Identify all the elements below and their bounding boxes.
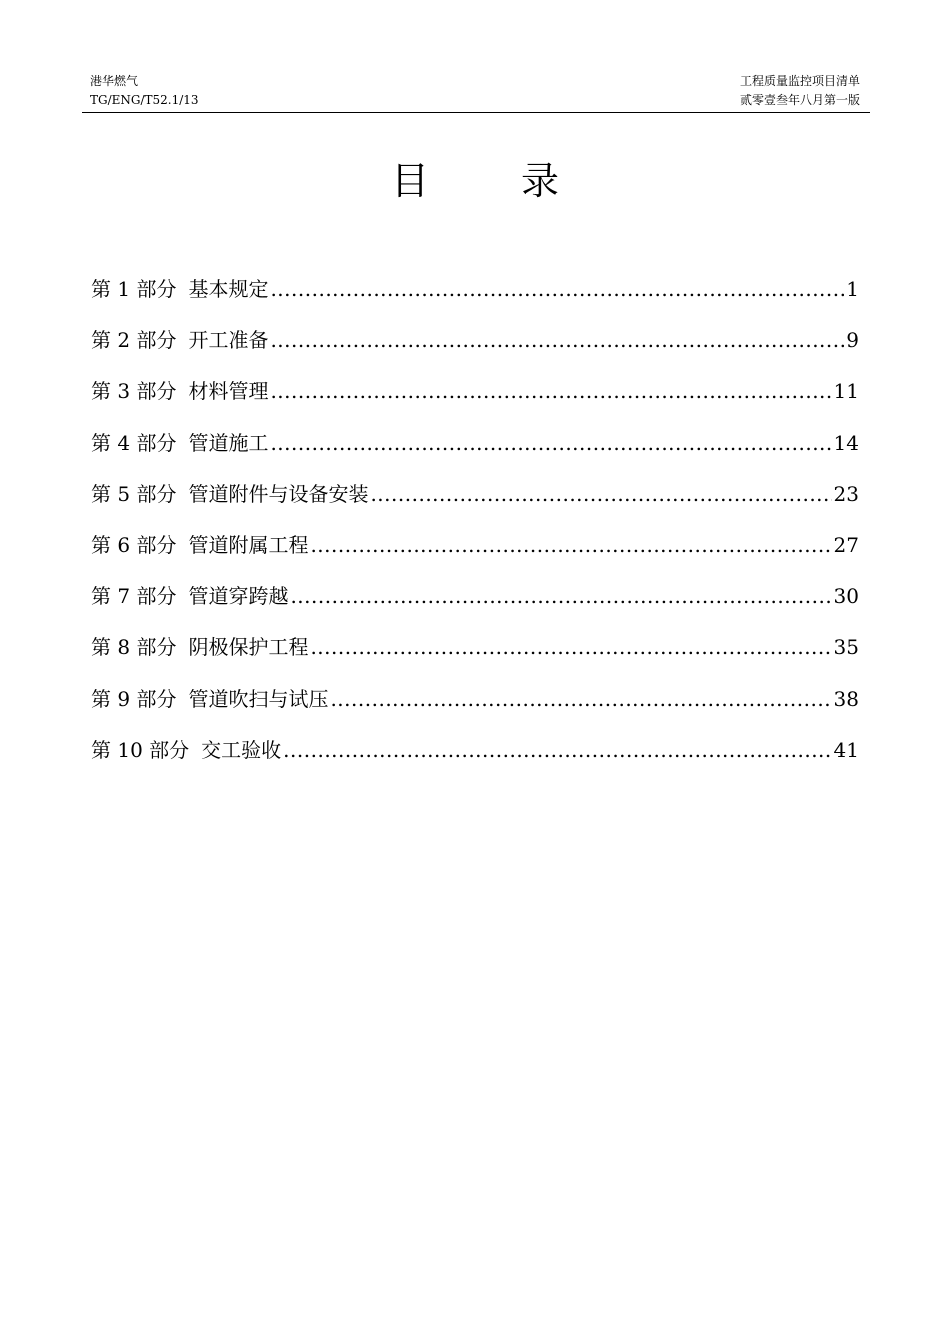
toc-dot-leader — [370, 475, 831, 513]
toc-entry-10[interactable] — [91, 731, 859, 782]
toc-entry-6[interactable] — [91, 526, 859, 577]
document-title: 工程质量监控项目清单 — [739, 74, 860, 88]
toc-entry-title: 管道附件与设备安装 — [188, 481, 369, 506]
toc-dot-leader — [270, 321, 844, 359]
toc-dot-leader — [270, 424, 831, 462]
toc-dot-leader — [330, 680, 831, 718]
toc-page-number: 38 — [833, 686, 859, 711]
toc-part-number: 第 6 部分 — [91, 532, 177, 557]
toc-title: 目 录 — [390, 159, 600, 203]
toc-page-number: 23 — [833, 481, 859, 506]
toc-dot-leader — [310, 526, 831, 564]
toc-part-number: 第 2 部分 — [91, 328, 177, 353]
toc-dot-leader — [290, 577, 831, 615]
toc-entry-7[interactable] — [91, 577, 859, 628]
header-left — [90, 72, 199, 110]
toc-part-number: 第 3 部分 — [91, 379, 177, 404]
company-name: 港华燃气 — [90, 74, 139, 88]
toc-entry-title: 交工验收 — [201, 737, 282, 762]
toc-page-number: 30 — [833, 584, 859, 609]
toc-entry-title: 管道吹扫与试压 — [188, 686, 329, 711]
toc-entry-4[interactable] — [91, 424, 859, 475]
toc-entry-title: 阴极保护工程 — [188, 635, 309, 660]
toc-entry-title: 管道穿跨越 — [188, 584, 289, 609]
toc-part-number: 第 5 部分 — [91, 481, 177, 506]
header-right — [740, 72, 860, 110]
toc-list — [91, 270, 859, 782]
toc-part-number: 第 7 部分 — [91, 584, 177, 609]
toc-dot-leader — [270, 270, 844, 308]
toc-page-number: 11 — [833, 379, 859, 404]
toc-dot-leader — [310, 628, 831, 666]
toc-page-number: 9 — [846, 328, 859, 353]
toc-dot-leader — [270, 372, 831, 410]
toc-page-number: 14 — [833, 430, 859, 455]
toc-entry-3[interactable] — [91, 372, 859, 423]
toc-entry-title: 材料管理 — [188, 379, 269, 404]
toc-entry-title: 管道施工 — [188, 430, 269, 455]
toc-entry-8[interactable] — [91, 628, 859, 679]
toc-part-number: 第 8 部分 — [91, 635, 177, 660]
toc-entry-5[interactable] — [91, 475, 859, 526]
toc-entry-1[interactable] — [91, 270, 859, 321]
toc-page-number: 35 — [833, 635, 859, 660]
toc-entry-2[interactable] — [91, 321, 859, 372]
toc-part-number: 第 1 部分 — [91, 277, 177, 301]
document-code: TG/ENG/T52.1/13 — [90, 93, 199, 107]
toc-entry-title: 管道附属工程 — [188, 532, 309, 557]
page-header — [82, 70, 870, 113]
toc-part-number: 第 10 部分 — [91, 737, 190, 762]
toc-page-number: 1 — [846, 277, 859, 301]
toc-part-number: 第 4 部分 — [91, 430, 177, 455]
toc-entry-title: 开工准备 — [188, 328, 269, 353]
toc-page-number: 41 — [833, 737, 859, 762]
toc-dot-leader — [283, 731, 831, 769]
toc-part-number: 第 9 部分 — [91, 686, 177, 711]
edition-label: 贰零壹叁年八月第一版 — [739, 93, 860, 107]
toc-entry-9[interactable] — [91, 680, 859, 731]
toc-page-number: 27 — [833, 532, 859, 557]
toc-entry-title: 基本规定 — [188, 277, 269, 301]
